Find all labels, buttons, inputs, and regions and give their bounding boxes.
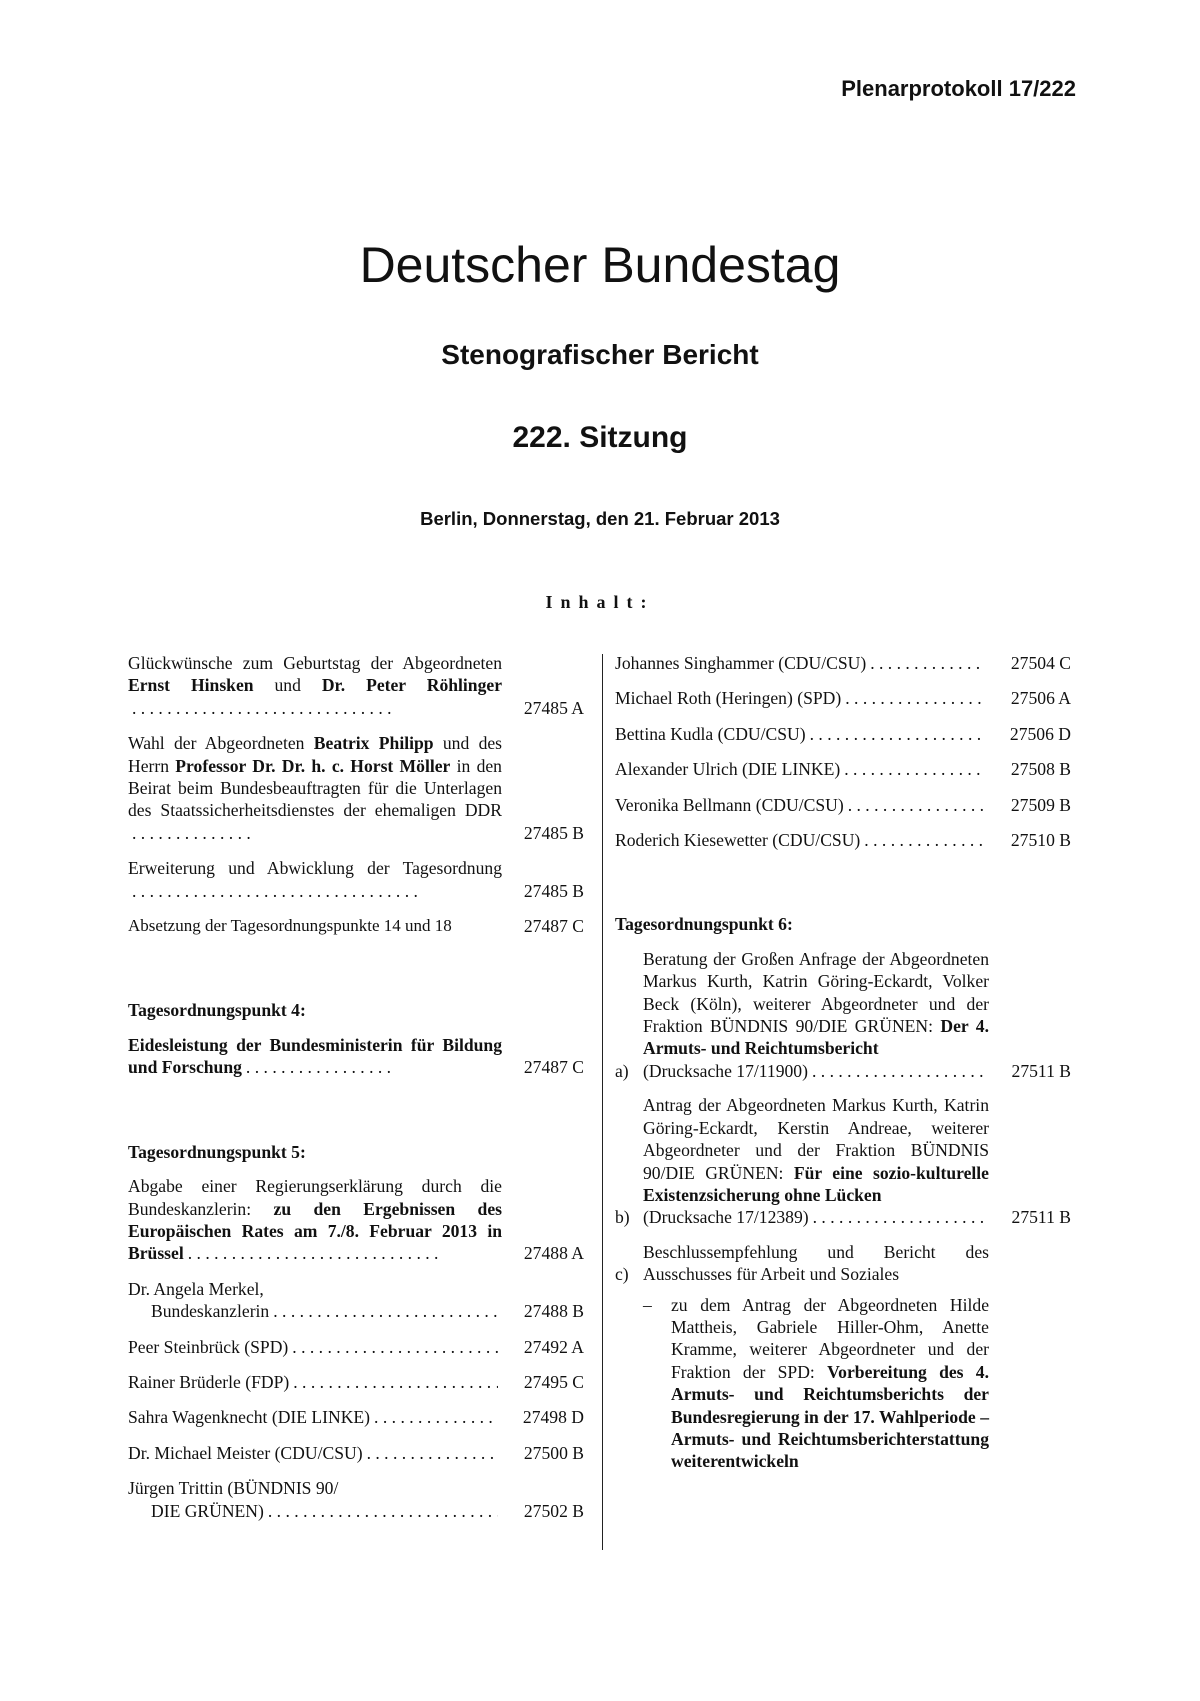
page-ref: 27506 A [1010,688,1071,709]
toc-speaker[interactable]: Sahra Wagenknecht (DIE LINKE) . . . 27498 D [128,1406,588,1428]
leader-dots [864,829,985,851]
page-ref: 27509 B [1010,794,1071,815]
page-ref: 27492 A [523,1336,584,1357]
leader-dots [810,723,985,745]
agenda-item-5-heading: Tagesordnungspunkt 5: [128,1141,306,1162]
toc-speaker[interactable]: Jürgen Trittin (BÜNDNIS 90/ DIE GRÜNEN) . . . 27502 B [128,1477,588,1522]
leader-dots [268,1500,498,1522]
leader-dots [367,1442,498,1464]
page-ref: 27511 B [1011,1060,1071,1081]
column-divider [602,654,603,1550]
page-ref: 27485 A [523,697,584,718]
leader-dots [246,1056,391,1078]
protocol-number: Plenarprotokoll 17/222 [841,76,1076,101]
page-ref: 27511 B [1011,1207,1071,1228]
toc-speaker[interactable]: Alexander Ulrich (DIE LINKE) . . . 27508 B [615,758,1075,780]
toc-entry-birthday[interactable]: Glückwünsche zum Geburtstag der Abgeordneten Ernst Hinsken und Dr. Peter Röhlinger. . . 27485 A [128,652,588,719]
leader-dots [132,697,392,719]
leader-dots [292,1336,498,1358]
page-ref: 27488 B [523,1301,584,1322]
contents-left-column [128,652,588,1535]
toc-entry-6c[interactable]: c) Beschlussempfehlung und Bericht des Ausschusses für Arbeit und Soziales [615,1241,989,1285]
toc-entry-government-statement[interactable]: Abgabe einer Regierungserklärung durch die Bundeskanzlerin: zu den Ergebnissen des Europäischen Rates am 7./8. Februar 2013 in Brüssel. . . 27488 A [128,1175,588,1265]
toc-speaker[interactable]: Peer Steinbrück (SPD) . . . 27492 A [128,1336,588,1358]
page-ref: 27508 B [1010,759,1071,780]
toc-entry-6c-sub[interactable]: – zu dem Antrag der Abgeordneten Hilde Mattheis, Gabriele Hiller-Ohm, Anette Kramme, weiterer Abgeordneter und der Fraktion der SPD: Vorbereitung des 4. Armuts- und Reichtumsberichts der Bundesregierung in der 17. Wahlperiode – Armuts- und Reichtumsberichterstattung weiterentwickeln [643,1294,989,1472]
leader-dots [812,1060,985,1082]
leader-dots [844,758,985,780]
leader-dots [132,822,252,844]
agenda-item-6-heading: Tagesordnungspunkt 6: [615,914,793,935]
page-ref: 27504 C [1010,653,1071,673]
page-ref: 27495 C [523,1371,584,1392]
toc-speaker[interactable]: Michael Roth (Heringen) (SPD) . . . 27506 A [615,687,1075,709]
dateline: Berlin, Donnerstag, den 21. Februar 2013 [420,508,780,529]
page-ref: 27498 D [522,1407,584,1428]
toc-entry-oath[interactable]: Eidesleistung der Bundesministerin für Bildung und Forschung. . . 27487 C [128,1034,588,1079]
toc-speaker[interactable]: Dr. Michael Meister (CDU/CSU) . . . 27500 B [128,1442,588,1464]
toc-speaker[interactable]: Veronika Bellmann (CDU/CSU) . . . 27509 B [615,794,1075,816]
page-ref: 27485 B [523,880,584,901]
toc-speaker[interactable]: Johannes Singhammer (CDU/CSU) . . . 27504 C [615,652,1075,674]
page-ref: 27500 B [523,1442,584,1463]
page-ref: 27487 C [523,1057,584,1078]
toc-speaker[interactable]: Dr. Angela Merkel, Bundeskanzlerin . . . 27488 B [128,1278,588,1323]
leader-dots [870,652,985,674]
toc-entry-6a[interactable]: a) Beratung der Großen Anfrage der Abgeordneten Markus Kurth, Katrin Göring-Eckardt, Volker Beck (Köln), weiterer Abgeordneter und der Fraktion BÜNDNIS 90/DIE GRÜNEN: Der 4. Armuts- und Reichtumsbericht (Drucksache 17/11900) . . . 27511 B [615,948,1075,1082]
page-ref: 27510 B [1010,830,1071,851]
page-ref: 27506 D [1009,723,1071,744]
leader-dots [813,1206,985,1228]
leader-dots [132,880,422,902]
leader-dots [273,1300,498,1322]
page-title: Deutscher Bundestag [359,237,841,293]
report-subtitle: Stenografischer Bericht [441,339,759,370]
page-ref: 27487 C [523,916,584,937]
toc-entry-election[interactable]: Wahl der Abgeordneten Beatrix Philipp und des Herrn Professor Dr. Dr. h. c. Horst Möller in den Beirat beim Bundesbeauftragten für die Unterlagen des Staatssicherheitsdienstes der ehemaligen DDR. . . 27485 B [128,732,588,844]
leader-dots [845,687,985,709]
contents-heading: Inhalt: [545,592,655,612]
toc-entry-agenda-removal[interactable]: Absetzung der Tagesordnungspunkte 14 und 18 27487 C [128,916,584,937]
leader-dots [848,794,985,816]
leader-dots [188,1242,438,1264]
toc-entry-agenda-change[interactable]: Erweiterung und Abwicklung der Tagesordnung. . . 27485 B [128,857,588,902]
toc-speaker[interactable]: Bettina Kudla (CDU/CSU) . . . 27506 D [615,723,1075,745]
page-ref: 27485 B [523,822,584,843]
leader-dots [293,1371,498,1393]
contents-right-column [615,652,1075,1473]
toc-speaker[interactable]: Rainer Brüderle (FDP) . . . 27495 C [128,1371,588,1393]
page-ref: 27488 A [523,1243,584,1264]
session-number: 222. Sitzung [512,421,688,454]
agenda-item-4-heading: Tagesordnungspunkt 4: [128,1000,306,1021]
toc-speaker[interactable]: Roderich Kiesewetter (CDU/CSU) . . . 27510 B [615,829,1075,851]
toc-entry-6b[interactable]: b) Antrag der Abgeordneten Markus Kurth, Katrin Göring-Eckardt, Kerstin Andreae, weiterer Abgeordneter und der Fraktion BÜNDNIS 90/DIE GRÜNEN: Für eine sozio-kulturelle Existenzsicherung ohne Lücken (Drucksache 17/12389) . . . 27511 B [615,1094,1075,1228]
page-ref: 27502 B [523,1500,584,1521]
leader-dots [374,1406,498,1428]
